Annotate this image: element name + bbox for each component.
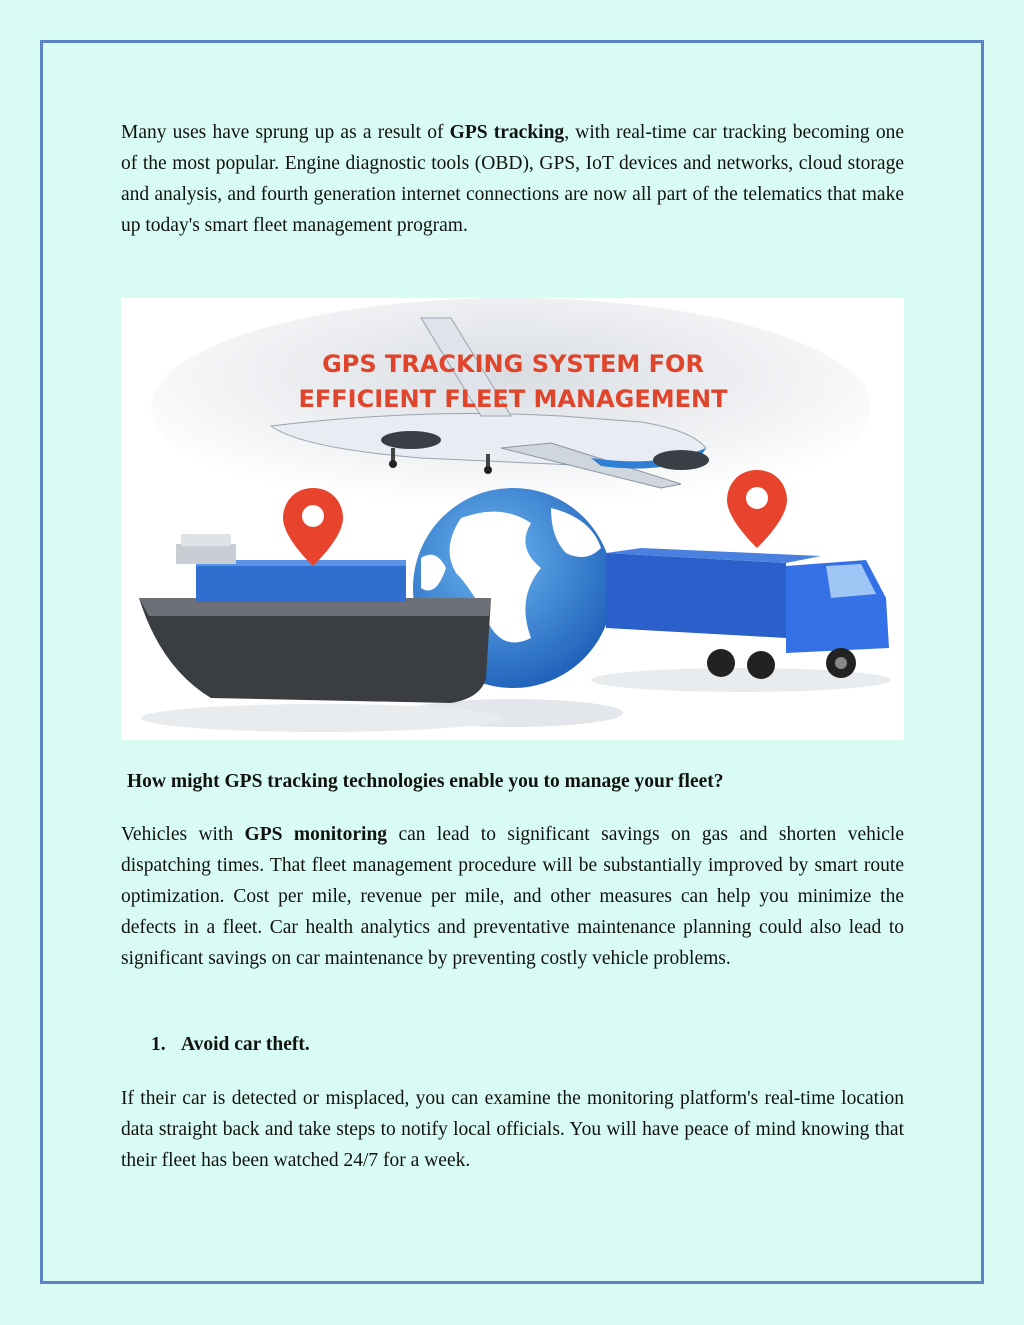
intro-paragraph xyxy=(121,117,904,241)
intro-text-start: Many uses have sprung up as a result of xyxy=(121,122,450,143)
fleet-banner-image xyxy=(121,298,904,740)
section-bold-term: GPS monitoring xyxy=(244,824,388,845)
fleet-illustration xyxy=(121,298,904,740)
section-heading: How might GPS tracking technologies enable you to manage your fleet? xyxy=(127,771,724,792)
closing-paragraph: If their car is detected or misplaced, you can examine the monitoring platform's real-time location data straight back and take steps to notify local officials. You will have peace of mind knowing that their fleet has been watched 24/7 for a week. xyxy=(121,1088,904,1171)
list-item-title: Avoid car theft. xyxy=(181,1034,310,1055)
banner-title-line1: GPS TRACKING SYSTEM FOR xyxy=(322,350,704,378)
list-item xyxy=(151,1031,310,1059)
section-text-start: Vehicles with xyxy=(121,824,245,845)
list-item-number: 1. xyxy=(151,1034,166,1055)
intro-text-end: , with real-time car tracking becoming one of the most popular. Engine diagnostic tools (OBD), GPS, IoT devices and networks, cloud storage and analysis, and fourth generation internet connections are now all part of the telematics that make up today's smart fleet management program. xyxy=(121,122,904,236)
section-paragraph xyxy=(121,819,904,974)
intro-bold-term: GPS tracking xyxy=(449,122,565,143)
banner-title-line2: EFFICIENT FLEET MANAGEMENT xyxy=(298,385,728,413)
section-text-end: can lead to significant savings on gas and shorten vehicle dispatching times. That fleet management procedure will be substantially improved by smart route optimization. Cost per mile, revenue per mile, and other measures can help you minimize the defects in a fleet. Car health analytics and preventative maintenance planning could also lead to significant savings on car maintenance by preventing costly vehicle problems. xyxy=(121,824,904,969)
intro-block xyxy=(121,117,904,241)
section-block xyxy=(121,819,904,974)
closing-block xyxy=(121,1083,904,1176)
